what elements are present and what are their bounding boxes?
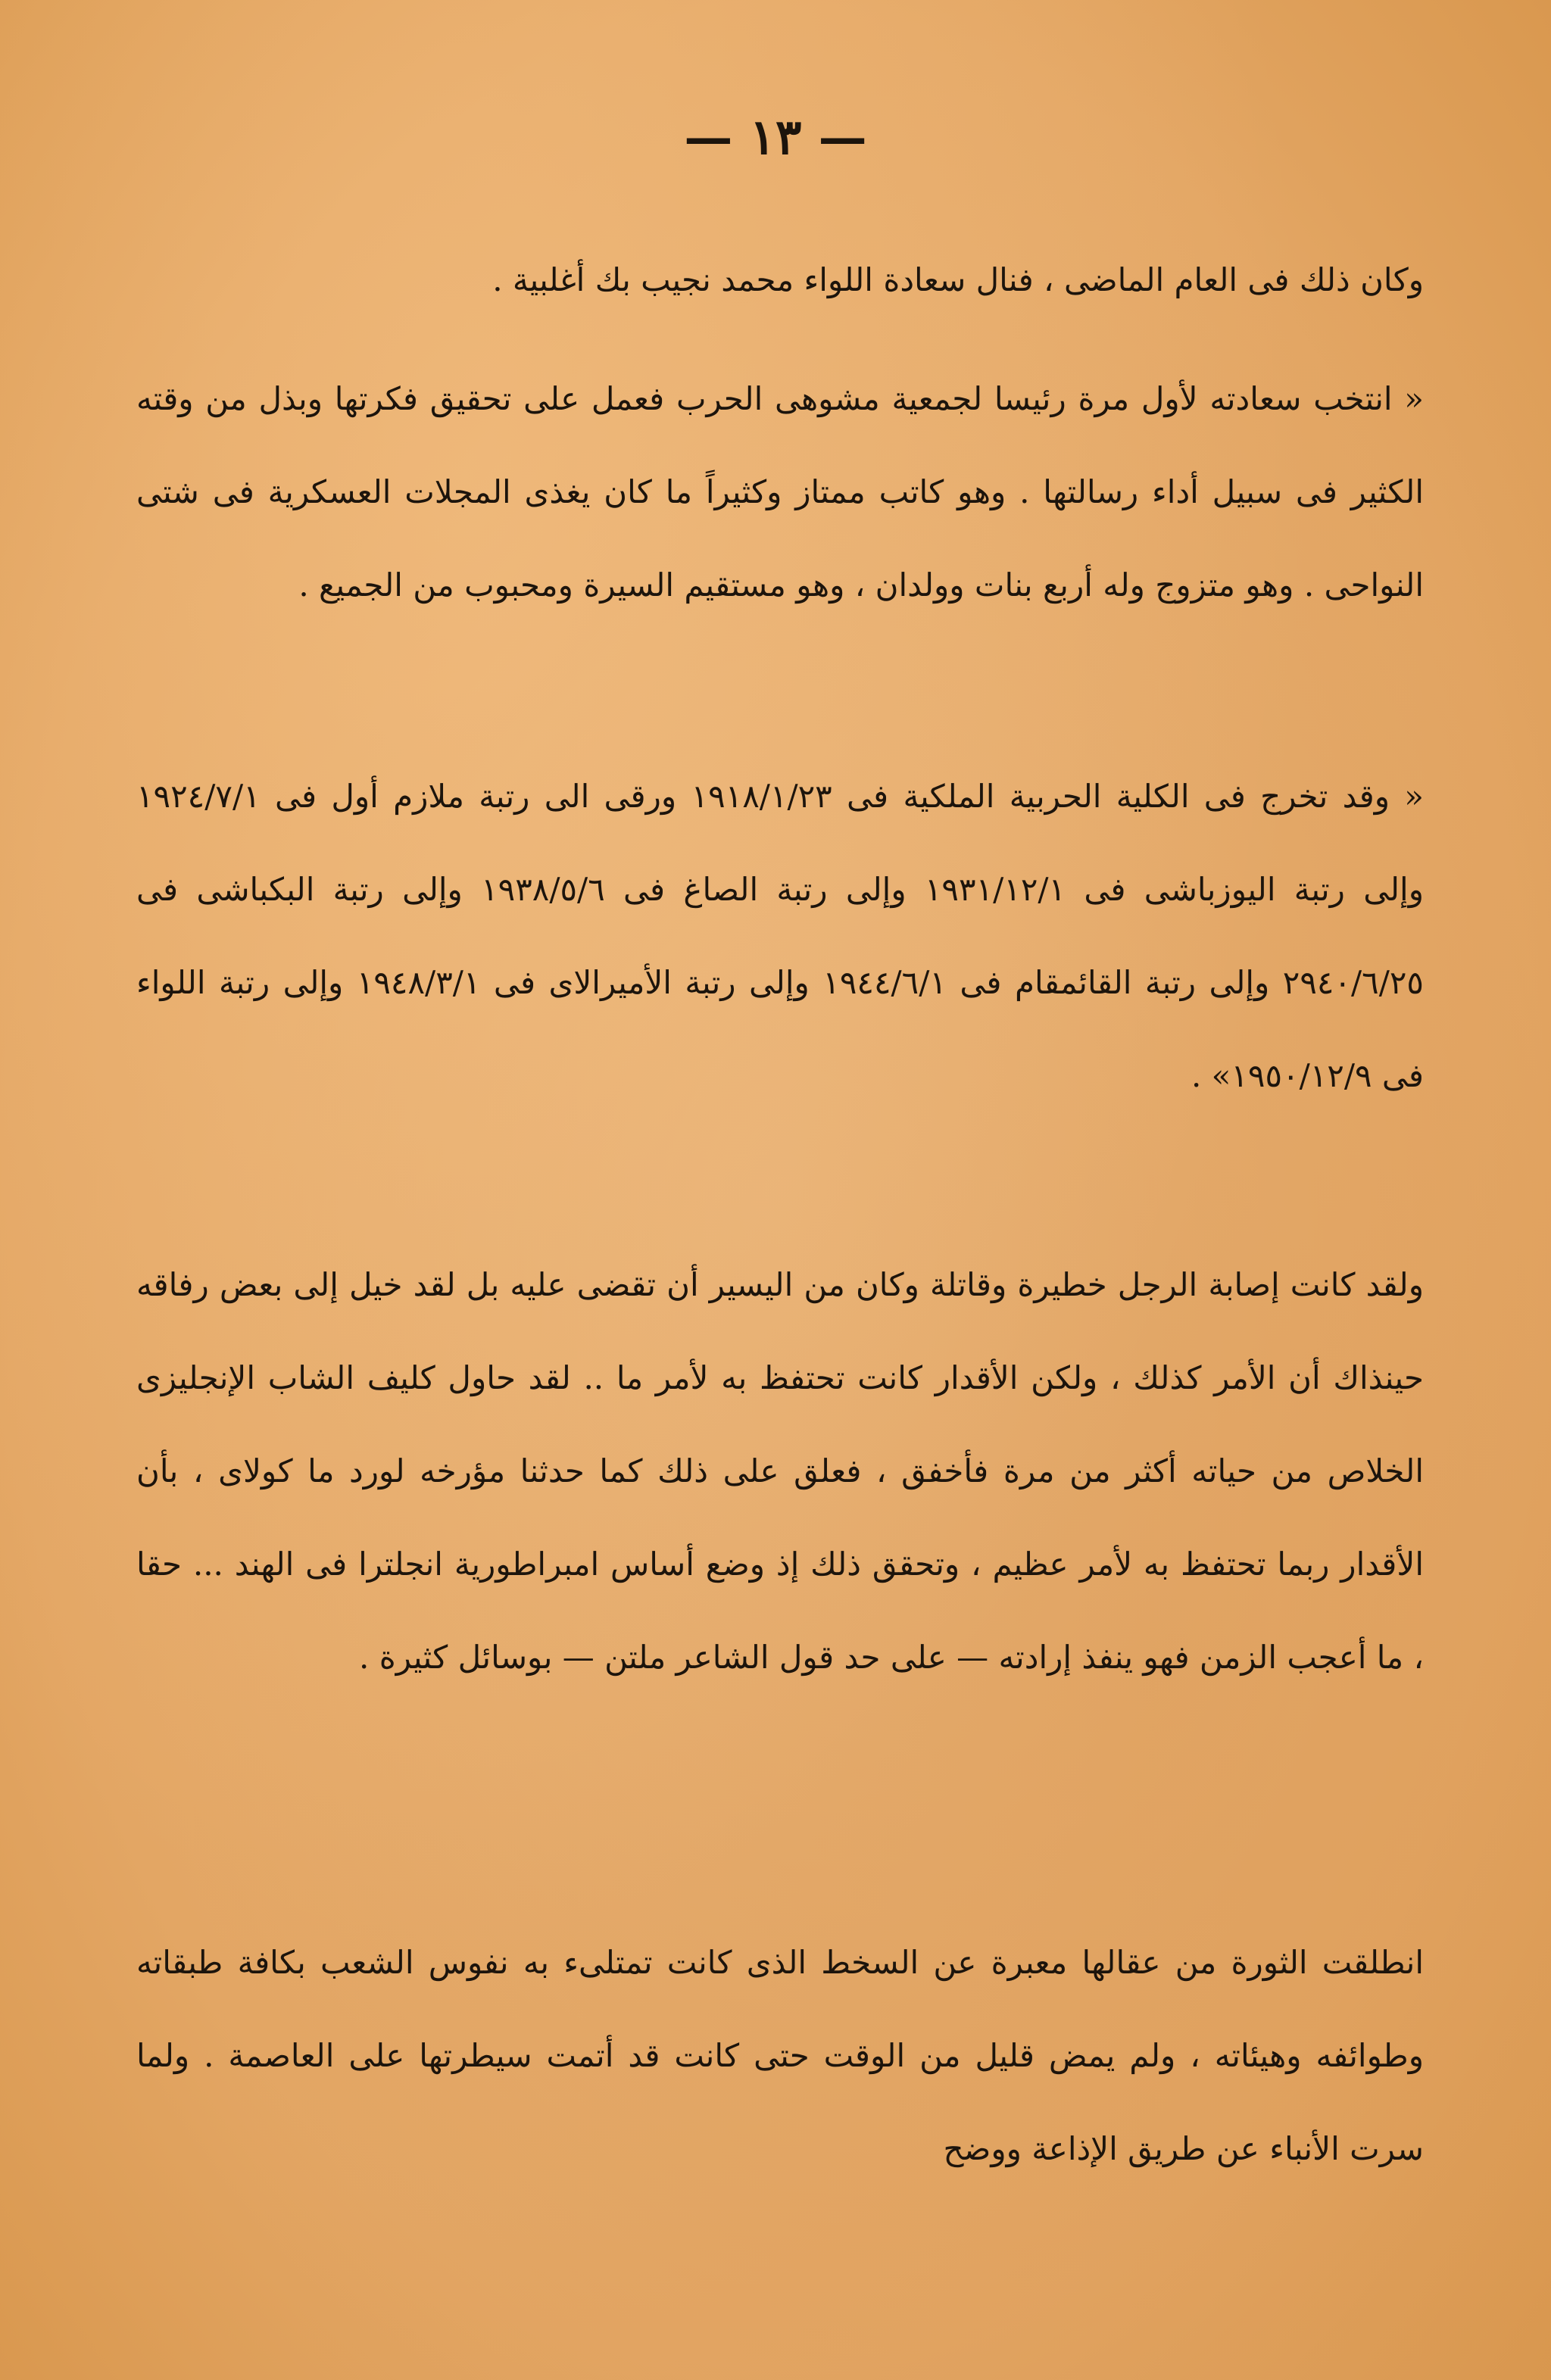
paragraph-military-ranks: « وقد تخرج فى الكلية الحربية الملكية فى ١٩١٨/١/٢٣ ورقى الى رتبة ملازم أول فى ١٩٢٤/٧/١ وإلى رتبة اليوزباشى فى ١٩٣١/١٢/١ وإلى رتبة الصاغ فى ١٩٣٨/٥/٦ وإلى رتبة البكباشى فى ٢٩٤٠/٦/٢٥ وإلى رتبة القائمقام فى ١٩٤٤/٦/١ وإلى رتبة الأميرالاى فى ١٩٤٨/٣/١ وإلى رتبة اللواء فى ١٩٥٠/١٢/٩» . — [136, 778, 1424, 1094]
paragraph-election: وكان ذلك فى العام الماضى ، فنال سعادة اللواء محمد نجيب بك أغلبية . — [492, 261, 1424, 298]
paragraph-society-presidency: « انتخب سعادته لأول مرة رئيسا لجمعية مشوهى الحرب فعمل على تحقيق فكرتها وبذل من وقته الكثير فى سبيل أداء رسالتها . وهو كاتب ممتاز وكثيراً ما كان يغذى المجلات العسكرية فى شتى النواحى . وهو متزوج وله أربع بنات وولدان ، وهو مستقيم السيرة ومحبوب من الجميع . — [136, 380, 1424, 604]
paragraph-fate: ولقد كانت إصابة الرجل خطيرة وقاتلة وكان من اليسير أن تقضى عليه بل لقد خيل إلى بعض رفاقه حينذاك أن الأمر كذلك ، ولكن الأقدار كانت تحتفظ به لأمر ما .. لقد حاول كليف الشاب الإنجليزى الخلاص من حياته أكثر من مرة فأخفق ، فعلق على ذلك كما حدثنا مؤرخه لورد ما كولاى ، بأن الأقدار ربما تحتفظ به لأمر عظيم ، وتحقق ذلك إذ وضع أساس امبراطورية انجلترا فى الهند ... حقا ، ما أعجب الزمن فهو ينفذ إرادته — على حد قول الشاعر ملتن — بوسائل كثيرة . — [136, 1266, 1424, 1676]
paragraph-revolution: انطلقت الثورة من عقالها معبرة عن السخط الذى كانت تمتلىء به نفوس الشعب بكافة طبقاته وطوائفه وهيئاته ، ولم يمض قليل من الوقت حتى كانت قد أتمت سيطرتها على العاصمة . ولما سرت الأنباء عن طريق الإذاعة ووضح — [136, 1944, 1424, 2167]
page-number: — ١٣ — — [684, 109, 867, 166]
